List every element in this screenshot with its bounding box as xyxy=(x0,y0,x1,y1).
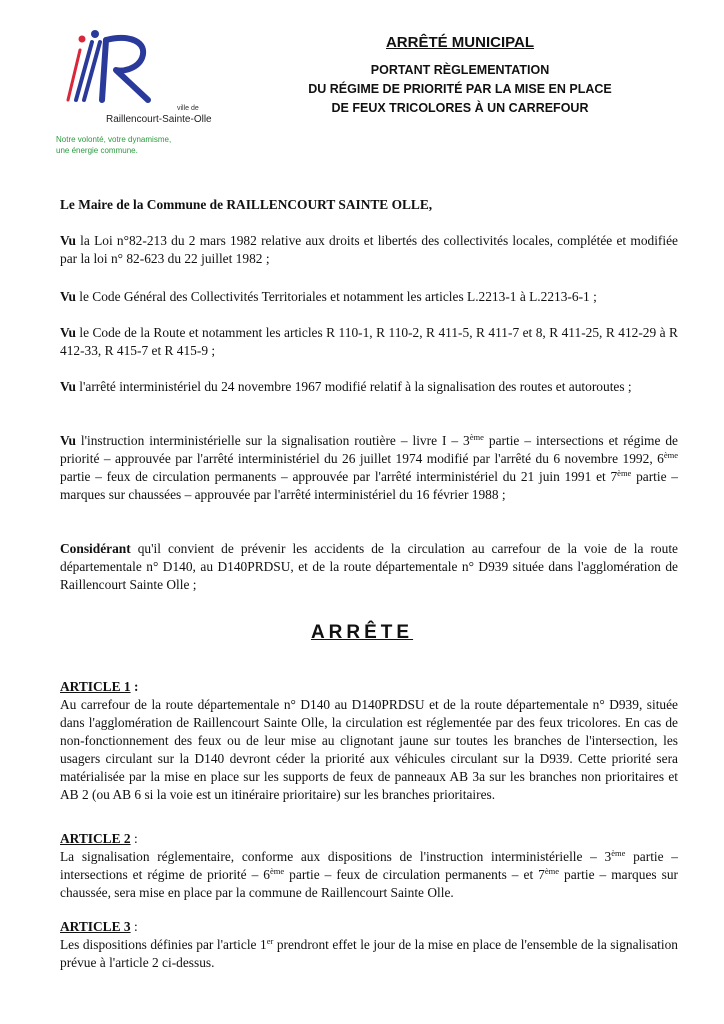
article-3 xyxy=(60,918,678,972)
vu5-part-b: partie – intersections et régime de priorité – approuvée par l'arrêté interministériel du 26 juillet 1974 modifié par l'arrêté du 6 novembre 1992, 6 xyxy=(60,433,678,466)
article-1-colon: : xyxy=(130,679,139,694)
slogan-line-1: Notre volonté, votre dynamisme, xyxy=(56,135,172,144)
article-3-part-a: Les dispositions définies par l'article 1 xyxy=(60,937,267,952)
article-2-sup-2: ème xyxy=(270,866,285,876)
vu-paragraph-2 xyxy=(60,288,678,306)
vu-paragraph-1 xyxy=(60,232,678,268)
vu-paragraph-3 xyxy=(60,324,678,360)
article-2-sup-1: ème xyxy=(611,848,626,858)
document-header xyxy=(270,34,650,118)
vu5-part-a: l'instruction interministérielle sur la signalisation routière – livre I – 3 xyxy=(80,433,470,448)
arrete-heading: ARRÊTE xyxy=(310,622,414,643)
vu-label: Vu xyxy=(60,379,76,394)
mayor-intro: Le Maire de la Commune de RAILLENCOURT SAINTE OLLE, xyxy=(60,197,433,212)
vu5-part-c: partie – feux de circulation permanents – approuvée par l'arrêté interministériel du 21 juin 1991 et 7 xyxy=(60,469,618,484)
article-1-text: Au carrefour de la route départementale n° D140 au D140PRDSU et de la route départementale n° D939, située dans l'agglomération de Raillencourt Sainte Olle, la circulation est réglementée par des feux tricolores. En cas de non-fonctionnement des feux ou de leur mise au clignotant jaune sur toutes les branches de l'intersection, les usagers circulant sur la D140 devront céder la priorité aux véhicules circulant sur la D939. Cette priorité sera matérialisée par la mise en place sur les supports de feux de panneaux AB 3a sur les branches non prioritaires et AB 2 (ou AB 6 si la voie est un itinéraire prioritaire) sur les branches prioritaires. xyxy=(60,697,678,802)
vu-paragraph-4 xyxy=(60,378,678,396)
vu-label: Vu xyxy=(60,289,76,304)
vu5-sup-1: ème xyxy=(469,432,484,442)
vu-text: la Loi n°82-213 du 2 mars 1982 relative aux droits et libertés des collectivités locales, complétée et modifiée par la loi n° 82-623 du 22 juillet 1982 ; xyxy=(60,233,678,266)
vu-paragraph-5 xyxy=(60,432,678,504)
town-logo xyxy=(52,28,232,168)
article-1-heading: ARTICLE 1 xyxy=(60,679,131,694)
article-3-part-b: prendront effet le jour de la mise en place de l'ensemble de la signalisation prévue à l'article 2 ci-dessus. xyxy=(60,937,678,970)
subtitle-line-1: PORTANT RÈGLEMENTATION xyxy=(370,63,550,77)
vu-text: le Code de la Route et notamment les articles R 110-1, R 110-2, R 411-5, R 411-7 et 8, R 411-25, R 412-29 à R 412-33, R 415-7 et R 415-9 ; xyxy=(60,325,678,358)
article-2-colon: : xyxy=(130,831,138,846)
article-2-part-b: partie – intersections et régime de priorité – 6 xyxy=(60,849,678,882)
article-3-heading: ARTICLE 3 xyxy=(60,919,131,934)
article-2-part-a: La signalisation réglementaire, conforme aux dispositions de l'instruction interministérielle – 3 xyxy=(60,849,612,864)
vu-label: Vu xyxy=(60,325,76,340)
considerant-label: Considérant xyxy=(60,541,131,556)
article-2-heading: ARTICLE 2 xyxy=(60,831,131,846)
vu5-sup-3: ème xyxy=(617,468,632,478)
article-2-part-c: partie – feux de circulation permanents – et 7 xyxy=(284,867,545,882)
vu-text: l'arrêté interministériel du 24 novembre 1967 modifié relatif à la signalisation des routes et autoroutes ; xyxy=(79,379,632,394)
logo-slogan xyxy=(56,134,171,156)
article-2 xyxy=(60,830,678,902)
article-1 xyxy=(60,678,678,804)
subtitle-line-3: DE FEUX TRICOLORES À UN CARREFOUR xyxy=(331,101,589,115)
article-3-sup-1: er xyxy=(266,936,274,946)
vu-text: le Code Général des Collectivités Territoriales et notamment les articles L.2213-1 à L.2213-6-1 ; xyxy=(79,289,597,304)
vu5-sup-2: ème xyxy=(663,450,678,460)
vu-label: Vu xyxy=(60,433,76,448)
logo-town-name: Raillencourt-Sainte-Olle xyxy=(106,114,212,125)
article-2-part-d: partie – marques sur chaussée, sera mise en place par la commune de Raillencourt Sainte Olle. xyxy=(60,867,678,900)
document-title: ARRÊTÉ MUNICIPAL xyxy=(385,34,535,51)
slogan-line-2: une énergie commune. xyxy=(56,146,138,155)
vu-label: Vu xyxy=(60,233,76,248)
considerant-paragraph xyxy=(60,540,678,594)
logo-ir-graphic xyxy=(62,28,172,108)
logo-ville-de: ville de xyxy=(177,105,199,112)
considerant-text: qu'il convient de prévenir les accidents de la circulation au carrefour de la voie de la route départementale n° D140, au D140PRDSU, et de la route départementale n° D939 située dans l'agglomération de Raillencourt Sainte Olle ; xyxy=(60,541,678,592)
vu5-part-d: partie – marques sur chaussées – approuvée par l'arrêté interministériel du 16 février 1988 ; xyxy=(60,469,679,502)
subtitle-line-2: DU RÉGIME DE PRIORITÉ PAR LA MISE EN PLACE xyxy=(308,82,612,96)
article-3-colon: : xyxy=(130,919,138,934)
article-2-sup-3: ème xyxy=(544,866,560,876)
